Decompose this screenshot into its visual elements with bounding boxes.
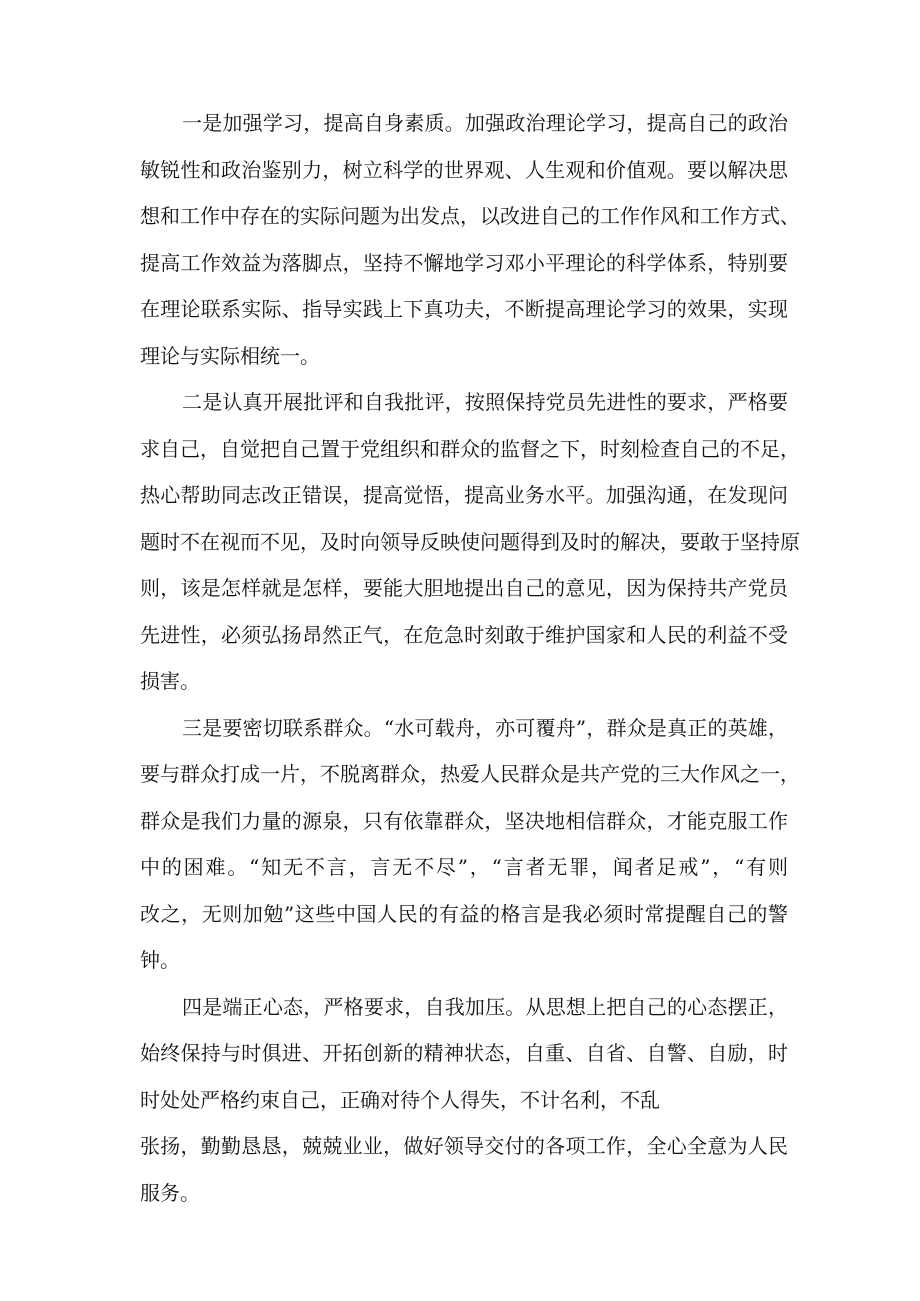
- paragraph-mindset: [140, 984, 788, 1217]
- text-line: 要与群众打成一片，不脱离群众，热爱人民群众是共产党的三大作风之一，: [140, 762, 800, 786]
- paragraph-masses: [140, 705, 800, 984]
- text-line: 中的困难。“知无不言，言无不尽”，“言者无罪，闻者足戒”，“有则: [140, 855, 788, 879]
- text-line: 群众是我们力量的源泉，只有依靠群众，坚决地相信群众，才能克服工作: [140, 808, 788, 833]
- text-line: 题时不在视而不见，及时向领导反映使问题得到及时的解决，要敢于坚持原: [140, 529, 800, 554]
- text-line: 二是认真开展批评和自我批评，按照保持党员先进性的要求，严格要: [182, 390, 788, 414]
- text-line: 求自己，自觉把自己置于党组织和群众的监督之下，时刻检查自己的不足，: [140, 436, 800, 461]
- document-body: [140, 100, 800, 1216]
- text-line: 想和工作中存在的实际问题为出发点，以改进自己的工作作风和工作方式、: [140, 204, 800, 228]
- text-line: 时处处严格约束自己，正确对待个人得失，不计名利，不乱: [140, 1087, 660, 1112]
- text-line: 钟。: [140, 948, 180, 972]
- text-line: 张扬，勤勤恳恳，兢兢业业，做好领导交付的各项工作，全心全意为人民: [140, 1134, 788, 1158]
- text-line: 敏锐性和政治鉴别力，树立科学的世界观、人生观和价值观。要以解决思: [140, 157, 788, 182]
- text-line: 四是端正心态，严格要求，自我加压。从思想上把自己的心态摆正，: [182, 994, 788, 1019]
- text-line: 一是加强学习，提高自身素质。加强政治理论学习，提高自己的政治: [182, 111, 788, 135]
- text-line: 三是要密切联系群众。“水可载舟，亦可覆舟”，群众是真正的英雄，: [182, 715, 788, 740]
- text-line: 热心帮助同志改正错误，提高觉悟，提高业务水平。加强沟通，在发现问: [140, 483, 788, 507]
- text-line: 先进性，必须弘扬昂然正气，在危急时刻敢于维护国家和人民的利益不受: [140, 622, 788, 647]
- paragraph-learning: [140, 100, 800, 379]
- text-line: 损害。: [140, 669, 200, 693]
- text-line: 则，该是怎样就是怎样，要能大胆地提出自己的意见，因为保持共产党员: [140, 576, 788, 600]
- text-line: 服务。: [140, 1180, 200, 1205]
- paragraph-criticism: [140, 379, 800, 705]
- text-line: 理论与实际相统一。: [140, 343, 320, 368]
- text-line: 改之，无则加勉”这些中国人民的有益的格言是我必须时常提醒自己的警: [140, 901, 788, 926]
- text-line: 始终保持与时俱进、开拓创新的精神状态，自重、自省、自警、自励，时: [140, 1041, 788, 1065]
- text-line: 提高工作效益为落脚点，坚持不懈地学习邓小平理论的科学体系，特别要: [140, 250, 788, 275]
- text-line: 在理论联系实际、指导实践上下真功夫，不断提高理论学习的效果，实现: [140, 297, 788, 321]
